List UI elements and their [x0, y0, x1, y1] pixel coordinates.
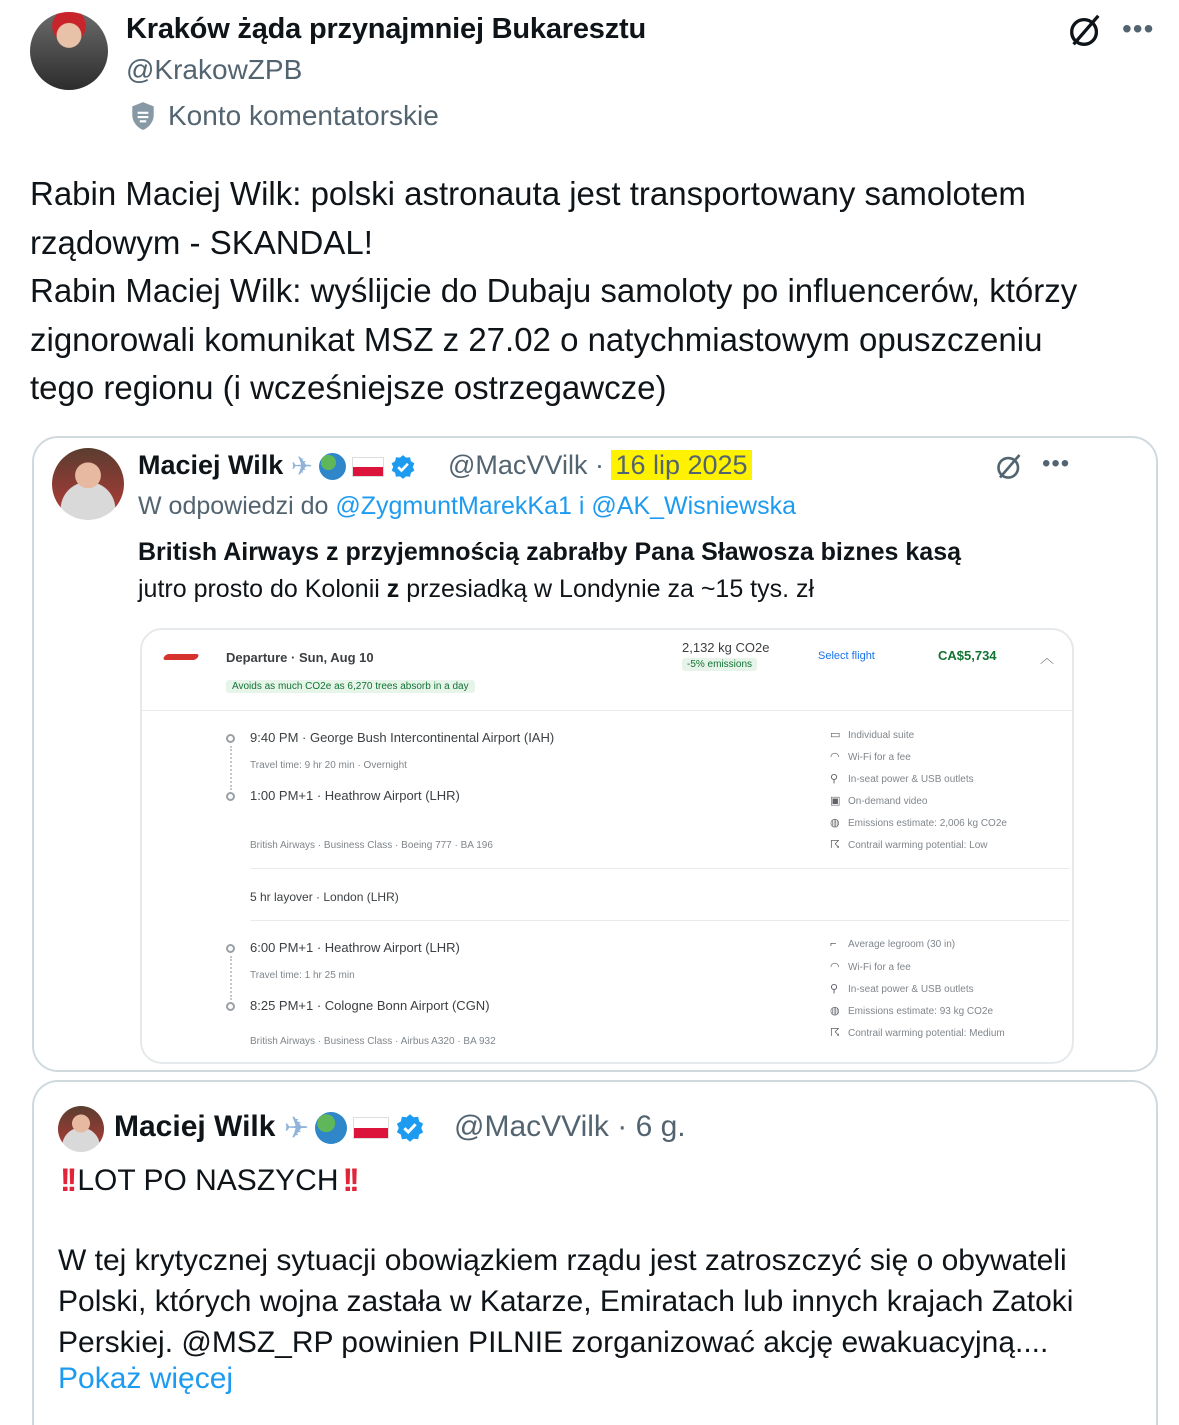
- segment-travel-time: Travel time: 1 hr 25 min: [250, 970, 355, 981]
- name-emojis: [291, 451, 416, 482]
- amenity: [830, 794, 1007, 816]
- amenity: [830, 816, 1007, 838]
- quoted-handle-text: @MacVVilk ·: [448, 450, 604, 480]
- amenity: [830, 938, 1005, 960]
- post-line: rządowym - SKANDAL!: [30, 223, 373, 261]
- quoted-line: [138, 571, 961, 608]
- divider: [142, 710, 1072, 711]
- amenity: [830, 838, 1007, 860]
- amenity-text: Emissions estimate: 93 kg CO2e: [848, 1006, 994, 1017]
- wifi-icon: ◠: [830, 961, 840, 973]
- timeline-line: [230, 956, 232, 1000]
- timeline-dot: [226, 734, 235, 743]
- segment-info: British Airways · Business Class · Airbus A320 · BA 932: [250, 1036, 496, 1047]
- mention-link[interactable]: @ZygmuntMarekKa1: [335, 492, 572, 520]
- reply-context: [138, 492, 796, 521]
- divider: [250, 868, 1070, 869]
- layover: 5 hr layover · London (LHR): [250, 890, 399, 904]
- post-line: zignorowali komunikat MSZ z 27.02 o natychmiastowym opuszczeniu: [30, 320, 1043, 358]
- post-text: [30, 170, 1160, 413]
- quoted-line-part: z: [386, 575, 400, 603]
- power-icon: ⚲: [830, 773, 839, 785]
- quoted-text: [58, 1240, 1148, 1363]
- amenities-list: [830, 728, 1007, 860]
- verified-badge-icon: [390, 454, 416, 480]
- headline-text: LOT PO NASZYCH: [77, 1163, 339, 1197]
- post-line: Rabin Maciej Wilk: polski astronauta jest transportowany samolotem: [30, 175, 1026, 212]
- author-handle[interactable]: @KrakowZPB: [126, 54, 303, 85]
- seat-icon: ▭: [830, 729, 841, 741]
- timeline-dot: [226, 1002, 235, 1011]
- contrail-icon: ☈: [830, 1027, 840, 1039]
- more-icon[interactable]: •••: [1122, 13, 1155, 44]
- double-exclamation-icon: !!: [342, 1162, 356, 1198]
- leaf-icon: ◍: [830, 1005, 840, 1017]
- plane-icon: ✈: [283, 1111, 309, 1145]
- segment-arrive: 1:00 PM+1 · Heathrow Airport (LHR): [250, 788, 460, 803]
- mention-link[interactable]: @AK_Wisniewska: [591, 492, 796, 520]
- quoted-line: Polski, których wojna zastała w Katarze, Emiratach lub innych krajach Zatoki: [58, 1285, 1074, 1318]
- verified-badge-icon: [395, 1113, 425, 1143]
- poland-flag-icon: [353, 1117, 389, 1139]
- account-label: [130, 100, 439, 132]
- amenity-text: Emissions estimate: 2,006 kg CO2e: [848, 818, 1007, 829]
- quoted-author-handle[interactable]: @MacVVilk · 6 g.: [454, 1110, 686, 1143]
- divider: [250, 920, 1070, 921]
- chevron-up-icon[interactable]: ︿: [1040, 650, 1054, 666]
- quoted-line: Perskiej. @MSZ_RP powinien PILNIE zorganizować akcję ewakuacyjną....: [58, 1326, 1049, 1359]
- plane-icon: ✈: [290, 451, 313, 482]
- amenity-text: Contrail warming potential: Low: [848, 840, 988, 851]
- amenity-text: Contrail warming potential: Medium: [848, 1028, 1005, 1039]
- wifi-icon: ◠: [830, 751, 840, 763]
- amenity-text: Individual suite: [848, 730, 915, 741]
- segment-arrive: 8:25 PM+1 · Cologne Bonn Airport (CGN): [250, 998, 490, 1013]
- flight-screenshot[interactable]: [140, 628, 1074, 1064]
- timeline-dot: [226, 944, 235, 953]
- amenity-text: In-seat power & USB outlets: [848, 774, 974, 785]
- emissions-note: Avoids as much CO2e as 6,270 trees absorb in a day: [226, 680, 475, 693]
- amenity-text: Wi-Fi for a fee: [848, 752, 911, 763]
- show-more-link[interactable]: Pokaż więcej: [58, 1362, 234, 1395]
- amenity: [830, 750, 1007, 772]
- leaf-icon: ◍: [830, 817, 840, 829]
- globe-icon: [315, 1112, 347, 1144]
- timeline-dot: [226, 792, 235, 801]
- quoted-line-part: przesiadką w Londynie za ~15 tys. zł: [399, 575, 815, 603]
- departure-header: Departure · Sun, Aug 10: [226, 650, 374, 665]
- amenity: [830, 982, 1005, 1004]
- select-flight-button[interactable]: Select flight: [818, 650, 875, 662]
- contrail-icon: ☈: [830, 839, 840, 851]
- post-line: tego regionu (i wcześniejsze ostrzegawcze): [30, 369, 667, 406]
- timeline-line: [230, 746, 232, 790]
- segment-depart: 6:00 PM+1 · Heathrow Airport (LHR): [250, 940, 460, 955]
- poland-flag-icon: [352, 457, 384, 477]
- name-emojis: [284, 1111, 425, 1146]
- quoted-author-name[interactable]: [138, 450, 416, 482]
- segment-travel-time: Travel time: 9 hr 20 min · Overnight: [250, 760, 407, 771]
- reply-prefix: W odpowiedzi do: [138, 492, 329, 520]
- quoted-line: British Airways z przyjemnością zabrałby Pana Sławosza biznes kasą: [138, 538, 962, 566]
- more-icon[interactable]: •••: [1042, 450, 1071, 477]
- amenity: [830, 1026, 1005, 1048]
- quoted-avatar[interactable]: [58, 1106, 104, 1152]
- power-icon: ⚲: [830, 983, 839, 995]
- amenity: [830, 1004, 1005, 1026]
- co2-total: 2,132 kg CO2e: [682, 640, 770, 655]
- segment-depart: 9:40 PM · George Bush Intercontinental Airport (IAH): [250, 730, 555, 745]
- quoted-author-handle[interactable]: [448, 450, 752, 481]
- quoted-headline: [60, 1162, 356, 1199]
- author-display-name[interactable]: Kraków żąda przynajmniej Bukaresztu: [126, 13, 646, 45]
- amenity: [830, 960, 1005, 982]
- post-line: Rabin Maciej Wilk: wyślijcie do Dubaju samoloty po influencerów, którzy: [30, 272, 1078, 309]
- globe-icon: [319, 453, 346, 480]
- post-date[interactable]: 16 lip 2025: [611, 450, 751, 480]
- quoted-author-name-text: Maciej Wilk: [114, 1110, 276, 1143]
- grok-icon[interactable]: [994, 452, 1024, 482]
- legroom-icon: ⌐: [830, 938, 837, 950]
- amenities-list: [830, 938, 1005, 1048]
- quoted-line-part: jutro prosto do Kolonii: [138, 575, 387, 603]
- amenity: [830, 772, 1007, 794]
- quoted-text: [138, 534, 961, 608]
- reply-and: i: [578, 492, 585, 520]
- segment-info: British Airways · Business Class · Boeing 777 · BA 196: [250, 840, 493, 851]
- co2-badge: -5% emissions: [682, 658, 757, 671]
- quoted-avatar[interactable]: [52, 448, 124, 520]
- avatar[interactable]: [30, 12, 108, 90]
- amenity-text: On-demand video: [848, 796, 928, 807]
- grok-icon[interactable]: [1066, 12, 1104, 50]
- double-exclamation-icon: !!: [60, 1162, 74, 1198]
- amenity-text: In-seat power & USB outlets: [848, 984, 974, 995]
- amenity: [830, 728, 1007, 750]
- video-icon: ▣: [830, 795, 841, 807]
- airline-logo: [162, 654, 199, 660]
- amenity-text: Average legroom (30 in): [848, 939, 956, 950]
- price: CA$5,734: [938, 648, 997, 663]
- shield-icon: [130, 101, 156, 131]
- quoted-author-name[interactable]: [114, 1110, 425, 1146]
- amenity-text: Wi-Fi for a fee: [848, 962, 911, 973]
- quoted-author-name-text: Maciej Wilk: [138, 450, 284, 480]
- account-label-text: Konto komentatorskie: [168, 100, 439, 131]
- quoted-line: W tej krytycznej sytuacji obowiązkiem rządu jest zatroszczyć się o obywateli: [58, 1244, 1067, 1277]
